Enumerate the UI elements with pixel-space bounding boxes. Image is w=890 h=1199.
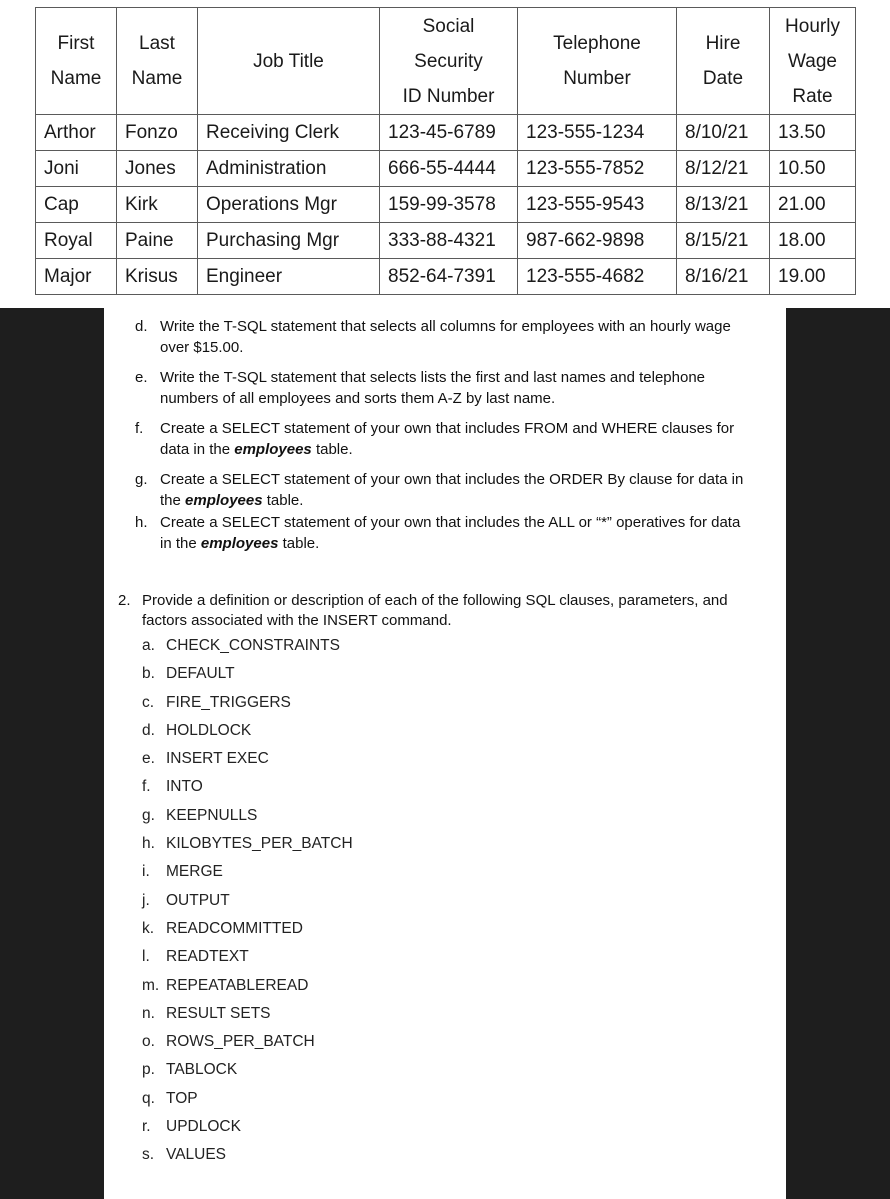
term-label: REPEATABLEREAD (166, 976, 309, 994)
question-letter: g. (135, 471, 148, 488)
term-letter: c. (142, 693, 155, 711)
employees-table (35, 7, 856, 295)
term-label: INTO (166, 778, 203, 796)
term-label: TABLOCK (166, 1061, 238, 1079)
cell-telephone: 123-555-7852 (518, 151, 677, 187)
question-text-pre: Create a SELECT statement of your own that includes the ALL or “*” operatives for data in the (160, 514, 741, 552)
list-item (142, 1032, 353, 1060)
question-text-post: table. (278, 535, 320, 552)
cell-telephone: 987-662-9898 (518, 223, 677, 259)
table-header-row (36, 8, 856, 115)
cell-hourly-wage: 19.00 (770, 259, 856, 295)
header-last-name: Last Name (117, 8, 198, 115)
term-letter: k. (142, 919, 155, 937)
cell-hire-date: 8/15/21 (677, 223, 770, 259)
list-item (142, 919, 353, 947)
cell-telephone: 123-555-1234 (518, 115, 677, 151)
cell-hire-date: 8/13/21 (677, 187, 770, 223)
list-item (142, 749, 353, 777)
question-text-pre: Create a SELECT statement of your own that includes FROM and WHERE clauses for data in the (160, 420, 735, 458)
cell-ssn: 333-88-4321 (380, 223, 518, 259)
term-label: CHECK_CONSTRAINTS (166, 637, 340, 654)
cell-hourly-wage: 21.00 (770, 187, 856, 223)
cell-hire-date: 8/10/21 (677, 115, 770, 151)
table-row (36, 223, 856, 259)
term-label: KILOBYTES_PER_BATCH (166, 835, 353, 853)
header-telephone: Telephone Number (518, 8, 677, 115)
question-text-post: table. (311, 441, 353, 458)
term-letter: h. (142, 835, 155, 853)
cell-first-name: Major (36, 259, 117, 295)
cell-job-title: Receiving Clerk (198, 115, 380, 151)
term-label: HOLDLOCK (166, 721, 252, 739)
term-letter: n. (142, 1004, 155, 1022)
term-label: VALUES (166, 1146, 227, 1164)
question-text: Write the T-SQL statement that selects all columns for employees with an hourly wage over $15.00. (160, 318, 731, 356)
question-item-e (135, 367, 755, 409)
cell-first-name: Cap (36, 187, 117, 223)
list-item (142, 1089, 353, 1117)
cell-first-name: Royal (36, 223, 117, 259)
term-label: RESULT SETS (166, 1004, 271, 1022)
term-label: MERGE (166, 863, 223, 881)
term-letter: o. (142, 1033, 155, 1051)
cell-last-name: Kirk (117, 187, 198, 223)
header-job-title: Job Title (198, 8, 380, 115)
cell-last-name: Paine (117, 223, 198, 259)
question-letter: e. (135, 369, 148, 386)
term-letter: e. (142, 750, 155, 768)
cell-ssn: 666-55-4444 (380, 151, 518, 187)
question-document (104, 308, 786, 1199)
cell-telephone: 123-555-4682 (518, 259, 677, 295)
term-letter: g. (142, 806, 155, 824)
term-letter: p. (142, 1061, 155, 1079)
term-letter: b. (142, 665, 155, 683)
cell-job-title: Operations Mgr (198, 187, 380, 223)
cell-ssn: 159-99-3578 (380, 187, 518, 223)
table-row (36, 259, 856, 295)
table-row (36, 115, 856, 151)
term-label: TOP (166, 1089, 198, 1107)
list-item (142, 1060, 353, 1088)
list-item (142, 806, 353, 834)
question-item-g (135, 469, 755, 511)
table-row (36, 151, 856, 187)
cell-ssn: 852-64-7391 (380, 259, 518, 295)
table-name-emphasis: employees (185, 492, 263, 509)
header-hourly-wage: Hourly Wage Rate (770, 8, 856, 115)
list-item (142, 664, 353, 692)
header-first-name: First Name (36, 8, 117, 115)
terms-list (142, 636, 353, 1174)
main-question-number: 2. (118, 592, 131, 609)
cell-last-name: Krisus (117, 259, 198, 295)
cell-last-name: Jones (117, 151, 198, 187)
list-item (142, 693, 353, 721)
list-item (142, 862, 353, 890)
list-item (142, 1145, 353, 1173)
list-item (142, 777, 353, 805)
header-ssn: Social Security ID Number (380, 8, 518, 115)
term-letter: r. (142, 1118, 151, 1136)
cell-ssn: 123-45-6789 (380, 115, 518, 151)
term-label: READTEXT (166, 948, 249, 966)
question-text-pre: Create a SELECT statement of your own that includes the ORDER By clause for data in the (160, 471, 744, 509)
cell-job-title: Engineer (198, 259, 380, 295)
term-letter: l. (142, 948, 150, 966)
table-name-emphasis: employees (234, 441, 312, 458)
question-item-h (135, 512, 755, 554)
cell-hourly-wage: 10.50 (770, 151, 856, 187)
cell-hourly-wage: 13.50 (770, 115, 856, 151)
list-item (142, 1004, 353, 1032)
list-item (142, 947, 353, 975)
question-item-f (135, 418, 755, 460)
list-item (142, 976, 353, 1004)
term-label: READCOMMITTED (166, 919, 303, 937)
list-item (142, 1117, 353, 1145)
cell-first-name: Arthor (36, 115, 117, 151)
table-name-emphasis: employees (200, 535, 279, 552)
question-item-d (135, 316, 755, 358)
term-label: KEEPNULLS (166, 806, 258, 824)
question-text-post: table. (262, 492, 304, 509)
list-item (142, 636, 353, 664)
term-letter: s. (142, 1146, 155, 1164)
cell-job-title: Administration (198, 151, 380, 187)
term-letter: q. (142, 1089, 155, 1107)
list-item (142, 891, 353, 919)
term-label: INSERT EXEC (166, 750, 269, 768)
header-hire-date: Hire Date (677, 8, 770, 115)
term-letter: a. (142, 637, 155, 654)
main-question (118, 591, 758, 631)
term-label: OUTPUT (166, 891, 230, 909)
term-letter: f. (142, 778, 151, 796)
cell-telephone: 123-555-9543 (518, 187, 677, 223)
question-list (135, 316, 755, 554)
term-letter: j. (142, 891, 150, 909)
cell-hire-date: 8/16/21 (677, 259, 770, 295)
term-letter: d. (142, 721, 155, 739)
question-letter: f. (135, 420, 144, 437)
list-item (142, 721, 353, 749)
cell-last-name: Fonzo (117, 115, 198, 151)
term-label: FIRE_TRIGGERS (166, 693, 291, 711)
term-label: ROWS_PER_BATCH (166, 1033, 315, 1051)
question-text: Write the T-SQL statement that selects lists the first and last names and telephone numbers of all employees and sorts them A-Z by last name. (160, 369, 706, 407)
table-row (36, 187, 856, 223)
list-item (142, 834, 353, 862)
term-label: DEFAULT (166, 665, 235, 683)
cell-first-name: Joni (36, 151, 117, 187)
term-letter: m. (142, 976, 160, 994)
question-letter: d. (135, 318, 148, 335)
cell-hire-date: 8/12/21 (677, 151, 770, 187)
question-letter: h. (135, 514, 148, 531)
employee-table-panel (0, 0, 890, 308)
cell-job-title: Purchasing Mgr (198, 223, 380, 259)
term-letter: i. (142, 863, 150, 881)
term-label: UPDLOCK (166, 1118, 241, 1136)
cell-hourly-wage: 18.00 (770, 223, 856, 259)
main-question-text: Provide a definition or description of each of the following SQL clauses, parameters, and factors associated with the INSERT command. (142, 592, 728, 629)
